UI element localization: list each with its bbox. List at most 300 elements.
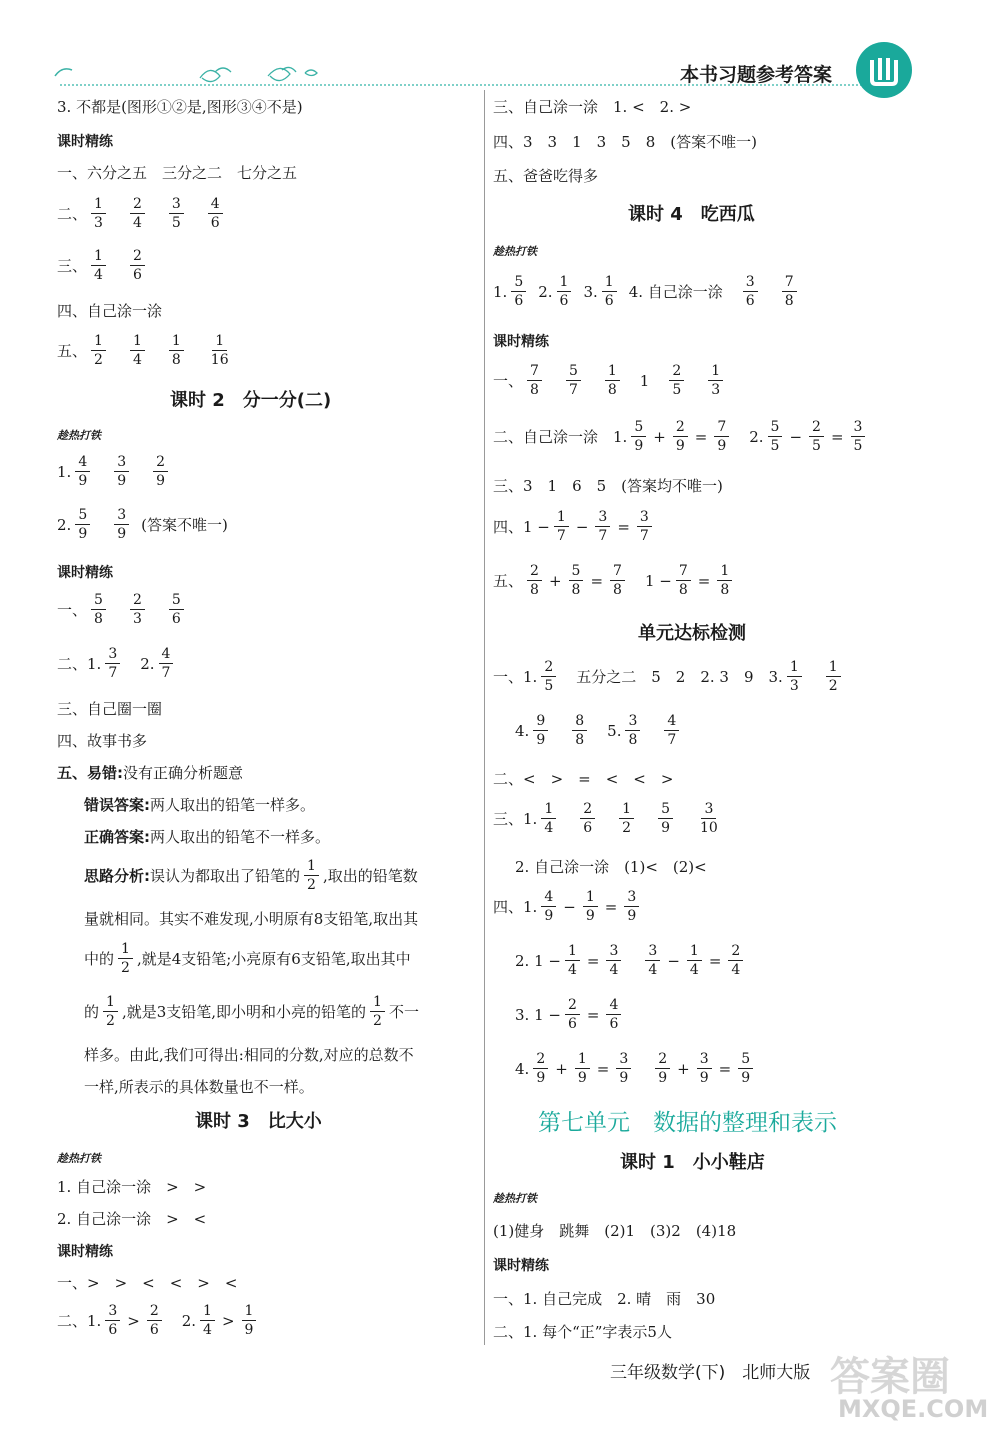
denominator: 9 [244,1322,254,1338]
numerator: 1 [541,802,556,819]
numerator: 3 [624,890,639,907]
denominator: 4 [94,267,103,283]
denominator: 9 [78,473,88,489]
numerator: 2 [673,420,688,437]
fraction [717,564,732,597]
item-prefix: 1. [57,462,72,481]
denominator: 4 [544,820,554,836]
warmup-label: 趁热打铁 [57,429,101,442]
denominator: 2 [121,960,130,976]
numerator: 7 [714,420,729,437]
item-prefix: 五、 [57,342,88,360]
math-operator: + [677,1059,690,1078]
fraction [105,647,120,680]
fraction [527,364,542,397]
math-operator: = [694,427,708,446]
fraction [557,275,572,308]
fraction [565,944,580,977]
numerator: 3 [851,420,866,437]
denominator: 6 [149,1322,159,1338]
numerator: 7 [676,564,691,581]
numerator: 1 [118,942,133,959]
numerator: 7 [782,275,797,292]
numerator: 4 [606,998,621,1015]
denominator: 9 [699,1070,709,1086]
answer-line-fractions [515,1052,757,1085]
numerator: 5 [75,508,90,525]
numerator: 1 [605,364,620,381]
numerator: 3 [114,508,129,525]
item-prefix: 一、 [57,601,88,619]
text: 中的 [84,950,115,968]
numerator: 1 [200,1304,215,1321]
text: ,就是4支铅笔;小亮原有6支铅笔,取出其中 [136,950,411,968]
answer-line: 四、故事书多 [57,732,148,750]
fraction [624,890,639,923]
math-operator: − [667,951,680,970]
denominator: 9 [619,1070,629,1086]
answer-line [84,794,315,815]
fraction [91,593,106,626]
math-operator: = [617,517,630,536]
math-operator: = [590,571,604,590]
item-prefix: 三、1. [493,810,538,828]
unit-heading: 第七单元 数据的整理和表示 [538,1110,837,1136]
warmup-label: 趁热打铁 [493,1192,537,1205]
value: 1 [639,371,650,390]
answer-line-fractions [57,508,228,541]
fraction [610,564,625,597]
text: 两人取出的铅笔不一样多。 [150,828,331,846]
answer-line-fractions [57,1304,260,1337]
answer-line-fractions [515,998,625,1031]
denominator: 8 [784,293,794,309]
numerator: 4 [664,714,679,731]
fraction [714,420,729,453]
item-prefix: 一、 [493,372,524,390]
text: 两人取出的铅笔一样多。 [150,796,316,814]
label: 错误答案: [84,796,150,814]
item-prefix: 四、1 − [493,518,550,536]
numerator: 2 [130,249,145,266]
denominator: 2 [94,352,103,368]
answer-line-fractions [493,364,727,397]
denominator: 16 [210,352,229,368]
numerator: 3 [645,944,660,961]
numerator: 3 [114,455,129,472]
text: 没有正确分析题意 [123,764,244,782]
math-operator: + [653,427,666,446]
numerator: 1 [557,275,572,292]
fraction [533,714,548,747]
fraction [631,420,646,453]
fraction [787,660,802,693]
denominator: 2 [373,1013,382,1029]
fraction [304,859,319,892]
denominator: 8 [628,732,638,748]
denominator: 2 [622,820,632,836]
numerator: 5 [658,802,673,819]
label: 五、易错: [57,764,123,782]
denominator: 7 [108,665,118,681]
answer-line-fractions [493,660,845,693]
denominator: 6 [745,293,755,309]
denominator: 9 [717,438,727,454]
fraction [606,944,621,977]
item-prefix: 三、 [57,257,88,275]
fraction [169,334,184,367]
answer-line-fractions [493,275,801,308]
header-title: 本书习题参考答案 [680,64,833,86]
denominator: 8 [575,732,585,748]
answer-line: 一、1. 自己完成 2. 晴 雨 30 [493,1290,716,1308]
item-prefix: 4. [515,721,530,740]
denominator: 8 [530,582,539,598]
denominator: 9 [117,473,127,489]
denominator: 4 [648,962,658,978]
numerator: 4 [541,890,556,907]
item-prefix: 一、1. [493,668,538,686]
numerator: 1 [91,249,106,266]
note: (答案不唯一) [141,516,228,534]
numerator: 7 [527,364,542,381]
answer-line-fractions [493,420,869,453]
numerator: 1 [169,334,184,351]
denominator: 10 [700,820,718,836]
fraction [103,995,118,1028]
numerator: 1 [717,564,732,581]
fraction [673,420,688,453]
fraction [851,420,866,453]
answer-line: 样多。由此,我们可得出:相同的分数,对应的总数不 [84,1046,414,1064]
denominator: 3 [711,382,721,398]
text: 不一 [388,1003,419,1021]
math-operator: − [575,517,589,536]
numerator: 3 [637,510,652,527]
numerator: 5 [738,1052,753,1069]
denominator: 5 [672,382,682,398]
item-prefix: 2. [538,282,553,301]
numerator: 2 [565,998,580,1015]
fraction [208,334,232,367]
denominator: 3 [94,215,103,231]
math-operator: = [604,897,618,916]
fraction [208,197,223,230]
fraction [159,647,174,680]
section-label: 课时精练 [493,334,549,350]
answer-line-fractions [57,647,177,680]
fraction [153,455,168,488]
numerator: 2 [153,455,168,472]
denominator: 9 [634,438,644,454]
denominator: 6 [583,820,593,836]
numerator: 1 [130,334,145,351]
text: 五分之二 5 2 2. 3 9 3. [576,668,783,686]
fraction [637,510,652,543]
denominator: 6 [514,293,524,309]
denominator: 2 [307,877,316,893]
denominator: 5 [544,678,554,694]
numerator: 1 [575,1052,590,1069]
fraction [527,564,542,597]
fraction [687,944,702,977]
answer-line-fractions [57,197,227,230]
fraction [105,1304,120,1337]
answer-line-fractions [515,714,683,747]
answer-line [84,826,330,847]
denominator: 9 [627,908,637,924]
numerator: 5 [169,593,184,610]
item-prefix: 2. [140,654,155,673]
numerator: 4 [159,647,174,664]
item-prefix: 4. 自己涂一涂 [628,283,723,301]
fraction [655,1052,670,1085]
denominator: 2 [106,1013,115,1029]
denominator: 8 [94,611,103,627]
fraction [75,455,90,488]
fraction [565,998,580,1031]
fraction [554,510,569,543]
denominator: 9 [544,908,554,924]
item-prefix: 3. 1 − [515,1005,561,1024]
fraction [242,1304,257,1337]
denominator: 4 [731,962,741,978]
fraction [75,508,90,541]
item-prefix: 四、1. [493,898,538,916]
numerator: 1 [103,995,118,1012]
fraction [169,593,184,626]
label: 正确答案: [84,828,150,846]
numerator: 2 [541,660,556,677]
answer-line: 二、1. 每个“正”字表示5人 [493,1323,672,1341]
answer-line [57,762,243,783]
answer-line-fractions [493,802,725,835]
value: 1 − [644,571,672,590]
denominator: 5 [812,438,821,454]
item-prefix: 4. [515,1059,530,1078]
numerator: 2 [527,564,542,581]
numerator: 3 [743,275,758,292]
math-operator: = [697,571,711,590]
math-operator: − [563,897,576,916]
denominator: 7 [568,382,578,398]
item-prefix: 二、自己涂一涂 1. [493,428,628,446]
answer-line: 3. 不都是(图形①②是,图形③④不是) [57,98,303,116]
answer-line: 二、< > = < < > [493,770,674,788]
fraction [669,364,684,397]
denominator: 9 [577,1070,587,1086]
warmup-label: 趁热打铁 [493,245,537,258]
fraction [130,197,145,230]
item-prefix: 2. [749,427,764,446]
lesson-heading: 课时 1 小小鞋店 [620,1152,765,1173]
numerator: 2 [669,364,684,381]
answer-line: 一、> > < < > < [57,1274,238,1292]
numerator: 3 [625,714,640,731]
item-prefix: 2. [57,515,72,534]
numerator: 1 [304,859,319,876]
numerator: 9 [533,714,548,731]
numerator: 3 [701,802,716,819]
text: 误认为都取出了铅笔的 [150,867,301,885]
text: ,取出的铅笔数 [322,867,418,885]
fraction [511,275,526,308]
answer-line-fractions [493,890,643,923]
fraction [541,660,556,693]
denominator: 8 [720,582,730,598]
denominator: 8 [678,582,688,598]
denominator: 4 [132,215,142,231]
denominator: 4 [689,962,699,978]
fraction [697,1052,712,1085]
denominator: 9 [536,1070,546,1086]
numerator: 1 [708,364,723,381]
fraction [114,455,129,488]
watermark-logo: 答案圈 [830,1354,950,1400]
denominator: 9 [661,820,670,836]
numerator: 1 [565,944,580,961]
denominator: 5 [770,438,780,454]
answer-line [84,859,418,892]
answer-line-fractions [57,593,188,626]
numerator: 1 [212,334,227,351]
answer-line: 三、自己圈一圈 [57,700,163,718]
numerator: 5 [631,420,646,437]
answer-line-fractions [57,334,236,367]
denominator: 4 [203,1322,212,1338]
fraction [743,275,758,308]
denominator: 9 [78,526,88,542]
fraction [738,1052,753,1085]
fraction [569,564,584,597]
footer-book-title: 三年级数学(下) 北师大版 [610,1363,811,1383]
denominator: 7 [639,528,649,544]
item-prefix: 3. [583,282,598,301]
numerator: 3 [616,1052,631,1069]
fraction [619,802,634,835]
fraction [768,420,783,453]
label: 思路分析: [84,867,150,885]
fraction [826,660,841,693]
denominator: 4 [567,962,577,978]
numerator: 2 [130,593,145,610]
denominator: 4 [132,352,142,368]
fraction [580,802,595,835]
numerator: 1 [602,275,617,292]
watermark-url: MXQE.COM [838,1395,989,1423]
answer-line: 四、3 3 1 3 5 8 (答案不唯一) [493,133,757,151]
numerator: 7 [610,564,625,581]
numerator: 1 [91,197,106,214]
numerator: 1 [826,660,841,677]
fraction [782,275,797,308]
numerator: 1 [687,944,702,961]
fraction [566,364,581,397]
math-operator: − [789,427,803,446]
fraction [91,334,106,367]
fraction [664,714,679,747]
math-operator: = [596,1059,610,1078]
numerator: 1 [91,334,106,351]
fraction [708,364,723,397]
section-label: 课时精练 [493,1258,549,1274]
numerator: 2 [809,420,824,437]
denominator: 3 [132,611,142,627]
denominator: 6 [559,293,569,309]
numerator: 4 [208,197,223,214]
math-operator: + [555,1059,568,1078]
denominator: 6 [609,1016,619,1032]
item-prefix: 2. [181,1311,197,1330]
lesson-heading: 课时 4 吃西瓜 [628,204,755,225]
numerator: 8 [572,714,587,731]
numerator: 5 [91,593,106,610]
numerator: 4 [75,455,90,472]
denominator: 8 [613,582,622,598]
fraction [625,714,640,747]
math-operator: > [221,1311,235,1330]
item-prefix: 5. [607,721,622,740]
fraction [91,197,106,230]
item-prefix: 五、 [493,572,524,590]
numerator: 1 [370,995,385,1012]
fraction [809,420,824,453]
math-operator: = [718,1059,732,1078]
denominator: 6 [210,215,220,231]
lesson-heading: 课时 3 比大小 [195,1111,322,1132]
denominator: 8 [571,582,581,598]
math-operator: = [586,1005,600,1024]
numerator: 3 [606,944,621,961]
answer-line-fractions [493,564,736,597]
denominator: 9 [585,908,595,924]
denominator: 6 [108,1322,118,1338]
denominator: 5 [171,215,181,231]
fraction [602,275,617,308]
fraction [583,890,598,923]
answer-line: 2. 自己涂一涂 > < [57,1210,207,1228]
fraction [370,995,385,1028]
fraction [130,593,145,626]
fraction [200,1304,215,1337]
answer-line: 2. 自己涂一涂 (1)< (2)< [515,858,707,876]
numerator: 5 [768,420,783,437]
item-prefix: 二、 [57,205,88,223]
text: 的 [84,1003,100,1021]
numerator: 2 [655,1052,670,1069]
fraction [130,334,145,367]
denominator: 7 [667,732,677,748]
denominator: 3 [789,678,799,694]
warmup-label: 趁热打铁 [57,1152,101,1165]
denominator: 8 [607,382,617,398]
text: ,就是3支铅笔,即小明和小亮的铅笔的 [121,1003,367,1021]
answer-line: 三、3 1 6 5 (答案均不唯一) [493,477,723,495]
fraction [147,1304,162,1337]
numerator: 3 [169,197,184,214]
numerator: 1 [242,1304,257,1321]
answer-line-fractions [57,455,172,488]
book-logo-icon [856,42,912,98]
answer-line [84,942,411,975]
section-label: 课时精练 [57,134,113,150]
item-prefix: 2. 1 − [515,951,561,970]
numerator: 2 [580,802,595,819]
denominator: 6 [132,267,142,283]
numerator: 5 [569,564,584,581]
numerator: 2 [147,1304,162,1321]
answer-line-fractions [493,510,656,543]
